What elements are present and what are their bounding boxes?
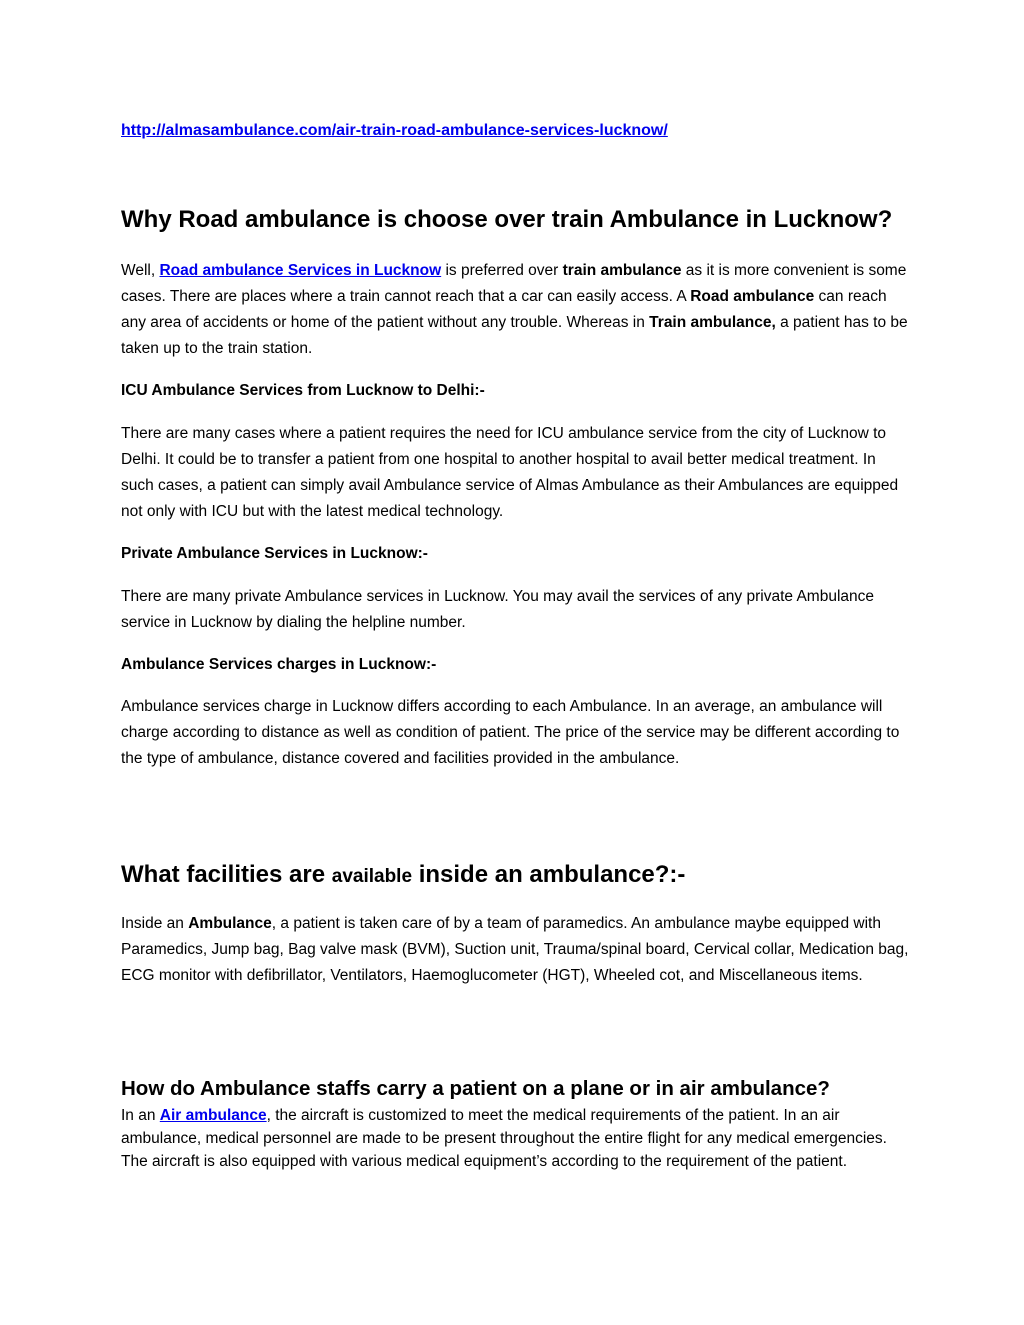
heading-part-small: available — [331, 866, 413, 887]
text-span: is preferred over — [441, 262, 563, 279]
subheading-private: Private Ambulance Services in Lucknow:- — [121, 545, 428, 562]
text-span: Well, — [121, 262, 160, 279]
subheading-charges: Ambulance Services charges in Lucknow:- — [121, 656, 437, 673]
text-span: In an — [121, 1107, 160, 1124]
paragraph-facilities — [121, 911, 911, 989]
air-ambulance-link[interactable]: Air ambulance — [159, 1107, 267, 1124]
text-span: a patient has to be taken up to the train station. — [121, 314, 908, 357]
road-ambulance-link[interactable]: Road ambulance Services in Lucknow — [159, 262, 442, 279]
text-span: can reach any area of accidents or home of the patient without any trouble. Whereas in — [121, 288, 887, 331]
heading-part: What facilities are — [121, 861, 332, 888]
paragraph-private: There are many private Ambulance services in Lucknow. You may avail the services of any private Ambulance service in Lucknow by dialing the helpline number. — [121, 588, 875, 631]
bold-text: Train ambulance, — [649, 314, 776, 331]
section-heading-facilities — [121, 861, 685, 889]
paragraph-charges: Ambulance services charge in Lucknow differs according to each Ambulance. In an average, an ambulance will charge according to distance as well as condition of patient. The price of the service may be different according to the type of ambulance, distance covered and facilities provided in the ambulance. — [121, 698, 900, 767]
bold-text: Ambulance — [188, 915, 272, 932]
paragraph-icu: There are many cases where a patient requires the need for ICU ambulance service from the city of Lucknow to Delhi. It could be to transfer a patient from one hospital to another hospital to avail better medical treatment. In such cases, a patient can simply avail Ambulance service of Almas Ambulance as their Ambulances are equipped not only with ICU but with the latest medical technology. — [121, 425, 899, 520]
paragraph-road-vs-train — [121, 258, 911, 362]
text-span: , the aircraft is customized to meet the medical requirements of the patient. In an air ambulance, medical personnel are made to be present throughout the entire flight for any medical emergencies. The aircraft is also equipped with various medical equipment’s according to the requirement of the patient. — [121, 1107, 887, 1170]
section-heading-road-vs-train: Why Road ambulance is choose over train Ambulance in Lucknow? — [121, 206, 893, 233]
text-span: Inside an — [121, 915, 189, 932]
heading-part: inside an ambulance?:- — [412, 861, 686, 888]
source-url-link[interactable]: http://almasambulance.com/air-train-road-ambulance-services-lucknow/ — [121, 122, 668, 139]
text-span: , a patient is taken care of by a team of paramedics. An ambulance maybe equipped with Paramedics, Jump bag, Bag valve mask (BVM), Suction unit, Trauma/spinal board, Cervical collar, Medication bag, ECG monitor with defibrillator, Ventilators, Haemoglucometer (HGT), Wheeled cot, and Miscellaneous items. — [121, 915, 909, 984]
bold-text: Road ambulance — [690, 288, 815, 305]
subheading-icu: ICU Ambulance Services from Lucknow to Delhi:- — [121, 382, 485, 399]
paragraph-air — [121, 1104, 911, 1173]
section-heading-air: How do Ambulance staffs carry a patient on a plane or in air ambulance? — [121, 1077, 830, 1100]
bold-text: train ambulance — [562, 262, 682, 279]
text-span: as it is more convenient is some cases. There are places where a train cannot reach that a car can easily access. A — [121, 262, 907, 305]
